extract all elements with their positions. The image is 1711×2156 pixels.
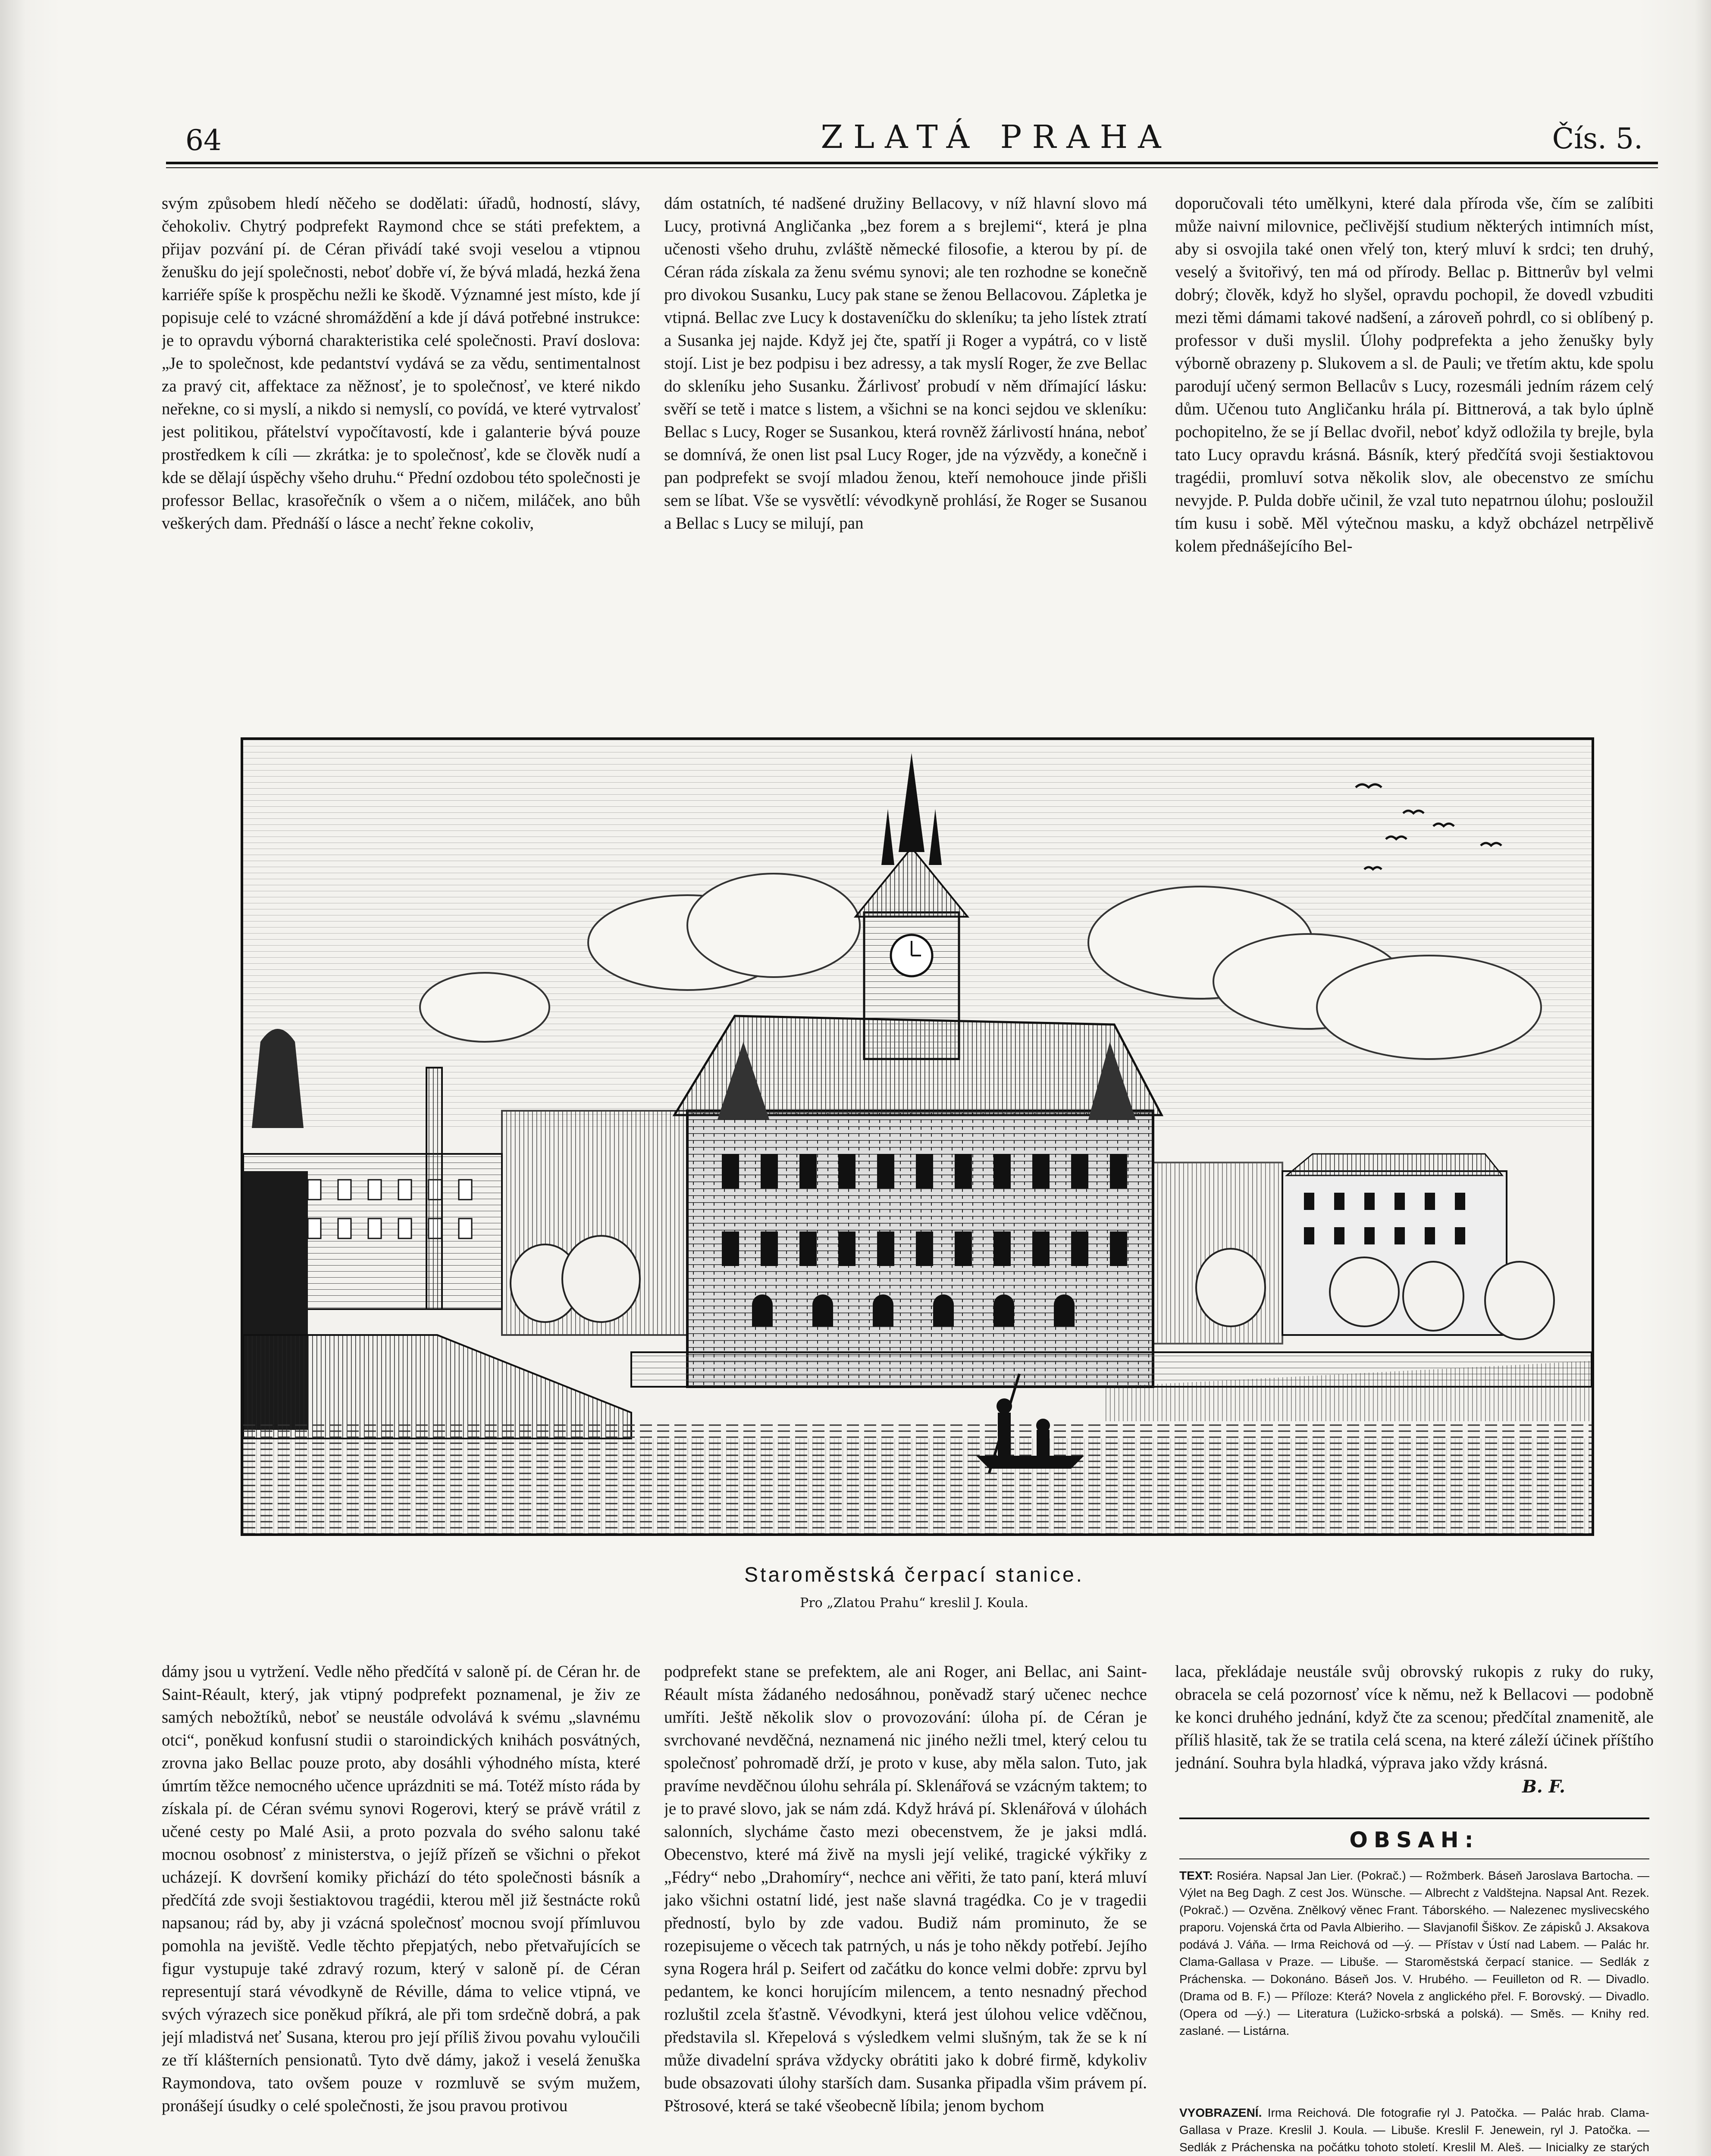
illustration-caption: Staroměstská čerpací stanice.	[744, 1564, 1084, 1586]
paragraph: podprefekt stane se prefektem, ale ani Roger, ani Bellac, ani Saint-Réault místa žádaného nedosáhnou, poněvadž starý učenec nechce umříti. Ještě několik slov o provozování: úloha pí. de Céran je svrchované nevděčná, neznamená nic jiného nežli tmel, který celou tu společnosť pohromadě drží, je proto v kuse, aby měla salon. Tuto, jak pravíme nevděčnou úlohu sehrála pí. Sklenářová se vzácným taktem; to je to pravé slovo, jak se nám zdá. Když hrává pí. Sklenářová v úlohách salonních, slycháme často mezi obecenstvem, že je jaksi mdlá. Obecenstvo, které má živě na mysli její veliké, tragické výkřiky z „Fédry“ nebo „Drahomíry“, nechce ani věřiti, že tato paní, která mluví jako všichni ostatní lidé, jest naše slavná tragédka. Co je v tragedii předností, bylo by zde vadou. Budiž nám prominuto, že se rozepisujeme o věcech tak patrných, u nás je toho někdy potřebí. Jejího syna Rogera hrál p. Seifert od začátku do konce velmi dobře: zprvu byl pedantem, ke konci horujícím milencem, a tento nesnadný přechod rozluštil zcela šťastně. Vévodkyni, která jest úlohou velice vděčnou, představila sl. Křepelová s výsledkem velmi slušným, tak že se k ní může divadelní správa vždycky obrátiti jako k dobré firmě, kdykoliv bude obsazovati úlohy starších dam. Susanka připadla všim právem pí. Pštrosové, která se také všeobecně líbila; jenom bychom	[664, 1662, 1147, 2115]
masthead-title: ZLATÁ PRAHA	[821, 119, 1172, 156]
engraving-drawing	[243, 740, 1592, 1533]
article-column-top-1	[162, 192, 640, 666]
contents-text-body: Rosiéra. Napsal Jan Lier. (Pokrač.) — Rožmberk. Báseň Jaroslava Bartocha. — Výlet na Beg Dagh. Z cest Jos. Wünsche. — Albrecht z Valdštejna. Napsal Ant. Rezek. (Pokrač.) — Ozvěna. Znělkový věnec Frant. Táborského. — Nalezenec myslivecského praporu. Vojenská črta od Pavla Albieriho. — Slavjanofil Šiškov. Ze zápisků J. Aksakova podává J. Váňa. — Irma Reichová od —ý. — Přístav v Ústí nad Labem. — Palác hr. Clama-Gallasa v Praze. — Libuše. — Staroměstská čerpací stanice. — Sedlák z Práchenska. — Dokonáno. Báseň Jos. V. Hrubého. — Feuilleton od R. — Divadlo. (Drama od B. F.) — Příloze: Která? Novela z anglického přel. F. Borovský. — Divadlo. (Opera od —ý.) — Literatura (Lužicko-srbská a polská). — Směs. — Knihy red. zaslané. — Listárna.	[1179, 1869, 1650, 2037]
contents-images-body: Irma Reichová. Dle fotografie ryl J. Patočka. — Palác hrab. Clama-Gallasa v Praze. Kreslil J. Koula. — Libuše. Kreslil F. Jenewein, ryl J. Patočka. — Sedlák z Práchenska na počátku tohoto století. Kreslil M. Aleš. — Inicialky ze starých	[1179, 2106, 1650, 2154]
header-rule	[166, 162, 1658, 164]
header-rule-thin	[166, 167, 1658, 168]
contents-images-label: VYOBRAZENÍ.	[1179, 2106, 1262, 2119]
contents-text-section	[1179, 1867, 1649, 2040]
article-column-bottom-1	[162, 1660, 640, 2156]
contents-title: OBSAH:	[1349, 1827, 1479, 1852]
article-column-bottom-3	[1175, 1660, 1654, 1777]
contents-images-section	[1179, 2104, 1649, 2156]
page-number: 64	[185, 124, 222, 157]
article-column-top-2	[664, 192, 1147, 666]
issue-number: Čís. 5.	[1552, 122, 1643, 155]
article-column-top-3	[1175, 192, 1654, 666]
contents-rule-mid	[1179, 1858, 1649, 1859]
paragraph: laca, překládaje neustále svůj obrovský rukopis z ruky do ruky, obracela se celá pozornosť více k němu, než k Bellacovi — podobně ke konci druhého jednání, když čte za scenou; předčítal znamenitě, ale příliš hlasitě, tak že se tratila celá scena, na které záleží účinek příštího jednání. Souhra byla hladká, výprava jako vždy krásná.	[1175, 1662, 1654, 1772]
contents-rule-top	[1179, 1818, 1649, 1819]
page-header	[185, 119, 1651, 162]
author-signature: B. F.	[1522, 1777, 1565, 1797]
paragraph: doporučovali této umělkyni, které dala příroda vše, čím se zalíbiti může naivní milovnice, pečlivější studium některých intimních míst, aby si osvojila také onen vřelý ton, který mluví k srdci; ten druhý, veselý a švitořivý, ten má od přírody. Bellac p. Bittnerův byl velmi dobrý; člověk, když ho slyšel, opravdu pochopil, že dovedl vzbuditi mezi těmi dámami takové nadšení, a zároveň pohrdl, co si oblíbený p. professor v duši myslil. Úlohy podprefekta a jeho ženušky byly výborně obrazeny p. Slukovem a sl. de Pauli; ve třetím aktu, kde spolu parodují učený sermon Bellacův s Lucy, rozesmáli jedním rázem celý dům. Učenou tuto Angličanku hrála pí. Bittnerová, a tak bylo úplně pochopitelno, že se jí Bellac dvořil, neboť když odložila ty brejle, byla tato Lucy opravdu krásná. Básník, který předčítá svoji šestiaktovou tragédii, promluví sotva několik slov, ale obecenstvo ze smíchu nevyjde. P. Pulda dobře učinil, že vzal tuto nepatrnou úlohu; posloužil tím kusu i sobě. Měl výtečnou masku, a když obcházel netrpělivě kolem přednášejícího Bel-	[1175, 194, 1654, 555]
paragraph: dámy jsou u vytržení. Vedle něho předčítá v saloně pí. de Céran hr. de Saint-Réault, který, jak vtipný podprefekt poznamenal, je živ ze samých nebožtíků, neboť se neustále odvolává k svému „slavnému otci“, poněkud konfusní studii o staroindických knihách posvátných, zrovna jako Bellac pouze proto, aby dosáhli výhodného místa, které úmrtím těžce nemocného učence uprázdniti se má. Totéž místo ráda by získala pí. de Céran svému synovi Rogerovi, který se právě vrátil z učené cesty po Malé Asii, a proto pozvala do svého salonu také mocnou osobnosť z ministerstva, o jejíž přízeň se všichni o překot ucházejí. K dovršení komiky přichází do této společnosti básník a předčítá zde svoji šestiaktovou tragédii, kterou měl již šestnácte roků napsanou; rád by, aby ji vzácná společnosť mocnou svojí přímluvou pomohla na jeviště. Vedle těchto přepjatých, nebo přetvařujících se figur vystupuje také zdravý rozum, který v saloně pí. de Céran representují stará vévodkyně de Réville, dáma to velice vtipná, ve svých výrazech sice poněkud příkrá, ale při tom srdečně dobrá, a pak její mladistvá neť Susana, kterou pro její příliš živou povahu vyloučili ze tří klášterních pensionatů. Tyto dvě dámy, jakož i veselá ženuška Raymondova, tato ovšem pouze v rozmluvě se svým mužem, pronášejí úsudky o celé společnosti, že jsou pravou protivou	[162, 1662, 640, 2115]
engraving-pumping-station	[241, 737, 1594, 1536]
illustration-credit: Pro „Zlatou Prahu“ kreslil J. Koula.	[800, 1595, 1028, 1611]
article-column-bottom-2	[664, 1660, 1147, 2156]
contents-text-label: TEXT:	[1179, 1869, 1213, 1882]
paragraph: svým způsobem hledí něčeho se dodělati: úřadů, hodností, slávy, čehokoliv. Chytrý podprefekt Raymond chce se státi prefektem, a přijav pozvání pí. de Céran přivádí také svoji veselou a vtipnou ženušku do její společnosti, neboť dobře ví, že bývá mladá, hezká žena karriéře spíše k prospěchu nežli ke škodě. Významné jest místo, kde jí popisuje celé to vzácné shromáždění a kde jí dává potřebné instrukce: je to opravdu výborná charakteristika celé společnosti. Praví doslova: „Je to společnost, kde pedantství vydává se za vědu, sentimentalnost za pravý cit, affektace za něžnosť, je to společnosť, ve které nikdo neřekne, co si myslí, a nikdo si nemyslí, co povídá, ve které vytrvalosť jest politikou, přátelství vypočítavostí, kde i galanterie bývá pouze prostředkem k cíli — zkrátka: je to společnosť, kde se člověk nudí a kde se dělají úspěchy všeho druhu.“ Přední ozdobou této společnosti je professor Bellac, krasořečník o všem a o ničem, miláček, ano bůh veškerých dam. Přednáší o lásce a nechť řekne cokoliv,	[162, 194, 640, 533]
paragraph: dám ostatních, té nadšené družiny Bellacovy, v níž hlavní slovo má Lucy, protivná Angličanka „bez forem a s brejlemi“, která je plna učenosti všeho druhu, zvláště německé filosofie, a kterou by pí. de Céran ráda získala za ženu svému synovi; ale ten rozhodne se konečně pro divokou Susanku, Lucy pak stane se ženou Bellacovou. Zápletka je vtipná. Bellac zve Lucy k dostaveníčku do skleníku; ta jeho lístek ztratí a Susanka jej najde. Když jej čte, spatří ji Roger a vypátrá, co v listě stojí. List je bez podpisu i bez adressy, a tak myslí Roger, že zve Bellac do skleníku jeho Susanku. Žárlivosť probudí v něm dřímající lásku: svěří se tetě i matce s listem, a všichni se na konci sejdou ve skleníku: Bellac s Lucy, Roger se Susankou, která rovněž žárlivostí hnána, neboť se domnívá, že onen list psal Lucy Roger, jde na výzvědy, a konečně i pan podprefekt se svojí mladou ženou, kteří nemohouce jinde přišli sem se líbat. Vše se vysvětlí: vévodkyně prohlásí, že Roger se Susanou a Bellac s Lucy se milují, pan	[664, 194, 1147, 533]
